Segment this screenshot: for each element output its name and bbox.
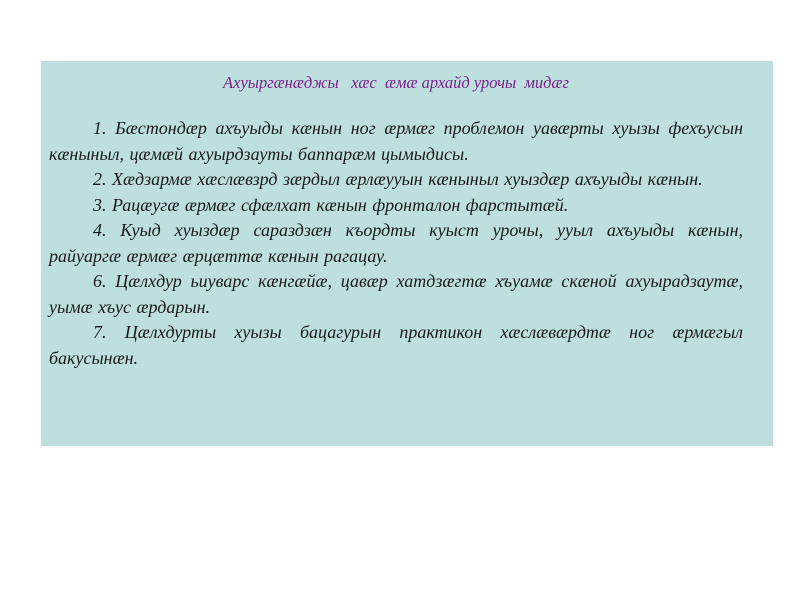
list-item-1: 1. Бæстондæр ахъуыды кæнын ног æрмæг проблемон уавæрты хуызы фехъусын кæныныл, цæмæй ахуырдзауты баппарæм цымыдисы. — [49, 118, 743, 164]
list-item-3: 3. Рацæугæ æрмæг сфæлхат кæнын фронталон фарстытæй. — [93, 194, 569, 215]
list-item-4: 4. Куыд хуыздæр сараздзæн къордты куыст урочы, ууыл ахъуыды кæнын, райуаргæ æрмæг æрцæттæ кæнын рагацау. — [49, 220, 743, 266]
list-item-6: 6. Цæлхдур ьиуварс кæнгæйæ, цавæр хатдзæгтæ хъуамæ скæной ахуырадзаутæ, уымæ хъус æрдарын. — [49, 271, 743, 317]
list-item-2: 2. Хæдзармæ хæслæвзрд зæрдыл æрлæууын кæныныл хуыздæр ахъуыды кæнын. — [93, 169, 703, 189]
list-item-7: 7. Цæлхдурты хуызы бацагурын практикон хæслæвæрдтæ ног æрмæгыл бакусынæн. — [49, 322, 743, 368]
slide-title: Ахуыргæнæджы хæс æмæ архайд урочы мидæг — [223, 73, 569, 92]
content-panel — [41, 61, 773, 446]
